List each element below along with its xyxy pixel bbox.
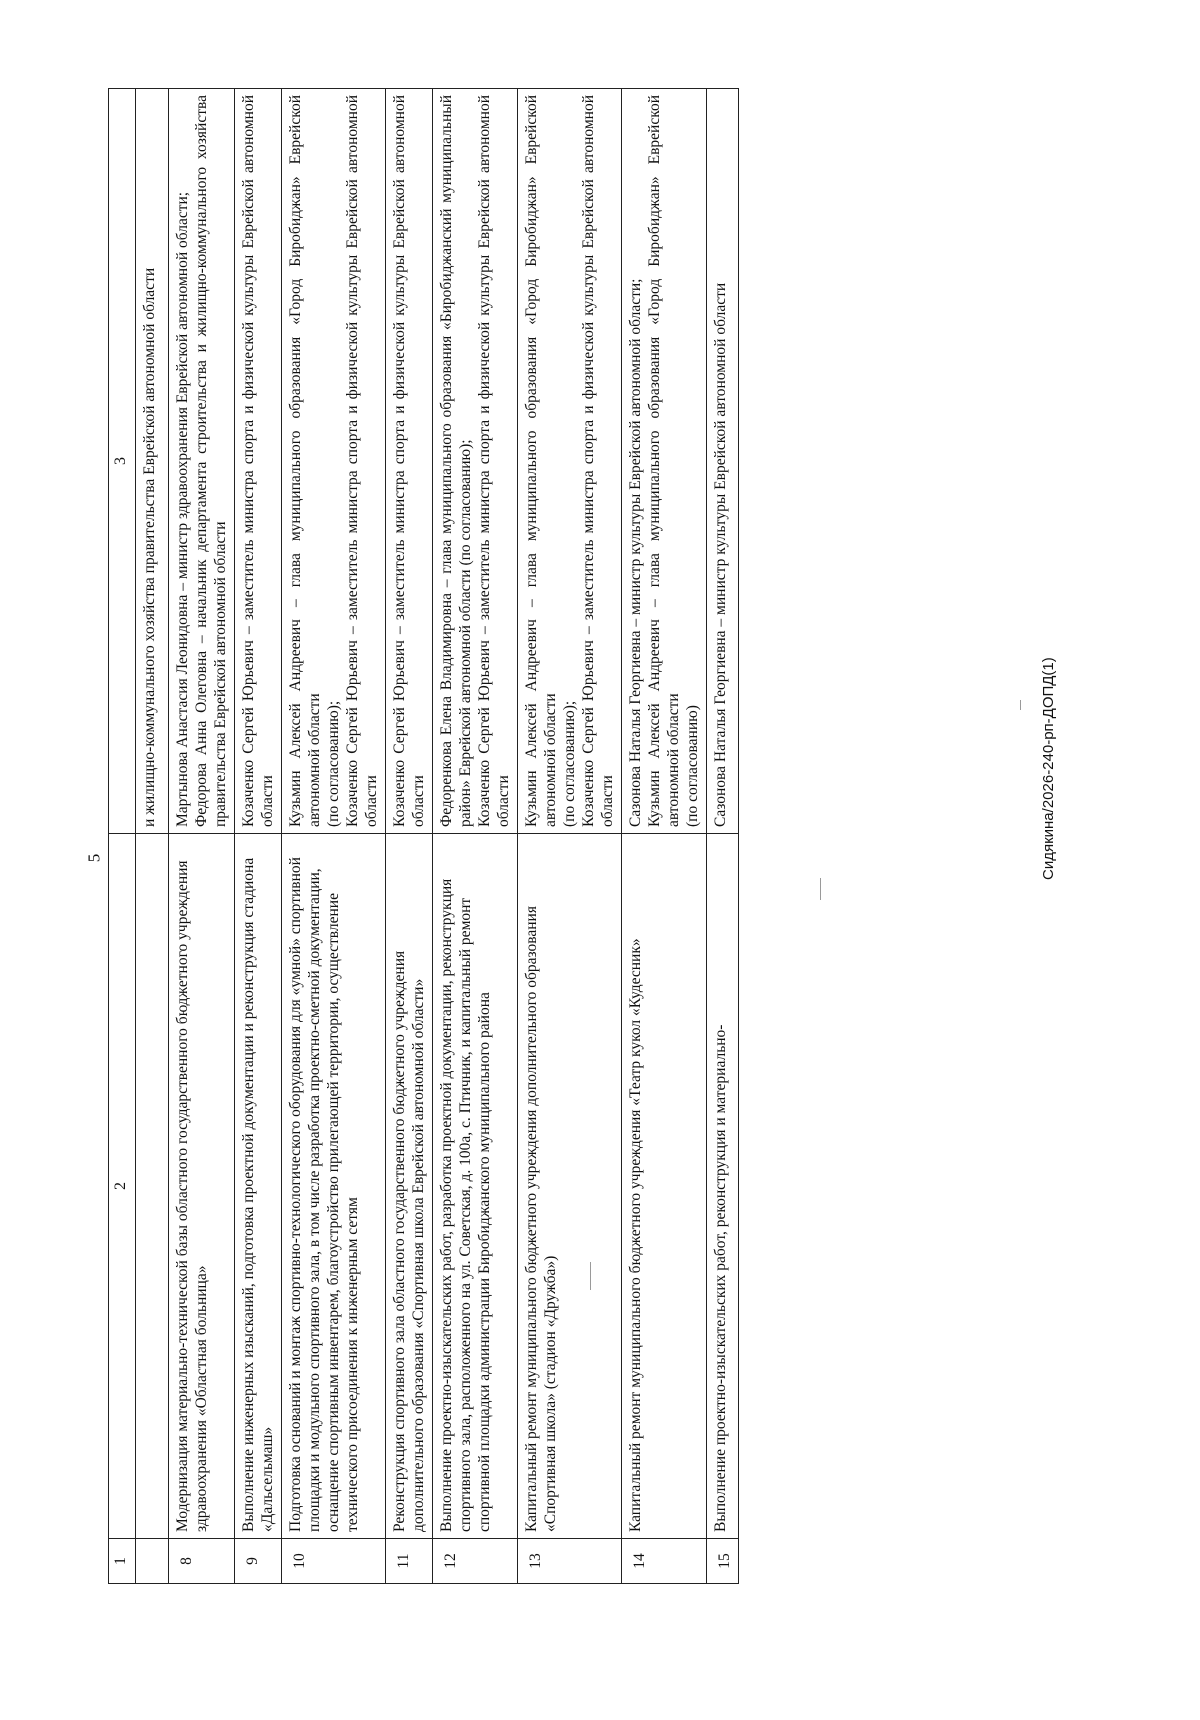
table-row [169, 89, 235, 1584]
row-responsible [235, 89, 282, 834]
rotated-table-container [108, 95, 1023, 1584]
responsible-line: (по согласованию) [684, 705, 701, 827]
row-responsible [169, 89, 235, 834]
responsible-line: Сазонова Наталья Георгиевна – министр культуры Еврейской автономной области; [627, 278, 644, 827]
row-responsible [282, 89, 386, 834]
table-row [282, 89, 386, 1584]
row-responsible [433, 89, 518, 834]
row-work-description: Реконструкция спортивного зала областного государственного бюджетного учреждения дополнительного образования «Спортивная школа Еврейской автономной области» [386, 834, 433, 1539]
continuation-text: и жилищно-коммунального хозяйства правительства Еврейской автономной области [136, 89, 169, 834]
responsible-line: Козаченко Сергей Юрьевич – заместитель министра спорта и физической культуры Еврейской автономной области [240, 95, 276, 827]
table-row [518, 89, 622, 1584]
row-number: 9 [235, 1539, 282, 1584]
row-responsible [707, 89, 739, 834]
responsibility-table [108, 88, 739, 1584]
row-number: 14 [622, 1539, 707, 1584]
responsible-line: Кузьмин Алексей Андреевич – глава муниципального образования «Город Биробиджан» Еврейской автономной области [646, 95, 682, 827]
scan-artifact [590, 1262, 591, 1290]
row-work-description: Модернизация материально-технической базы областного государственного бюджетного учреждения здравоохранения «Областная больница» [169, 834, 235, 1539]
responsible-line: Козаченко Сергей Юрьевич – заместитель министра спорта и физической культуры Еврейской автономной области [476, 95, 512, 827]
row-work-description: Выполнение проектно-изыскательских работ, разработка проектной документации, реконструкция спортивного зала, расположенного на ул. Советская, д. 100а, с. Птичник, и капитальный ремонт спортивной площадки администрации Биробиджанского муниципального района [433, 834, 518, 1539]
row-work-description: Капитальный ремонт муниципального бюджетного учреждения «Театр кукол «Кудесник» [622, 834, 707, 1539]
responsible-line: Кузьмин Алексей Андреевич – глава муниципального образования «Город Биробиджан» Еврейской автономной области [287, 95, 323, 827]
row-number: 10 [282, 1539, 386, 1584]
responsible-line: Федорова Анна Олеговна – начальник департамента строительства и жилищно-коммунального хозяйства правительства Еврейской автономной области [193, 95, 229, 827]
row-work-description: Капитальный ремонт муниципального бюджетного учреждения дополнительного образования «Спортивная школа» (стадион «Дружба») [518, 834, 622, 1539]
row-number: 15 [707, 1539, 739, 1584]
responsible-line: Козаченко Сергей Юрьевич – заместитель министра спорта и физической культуры Еврейской автономной области [580, 95, 616, 827]
table-body [169, 89, 739, 1584]
responsible-line: Кузьмин Алексей Андреевич – глава муниципального образования «Город Биробиджан» Еврейской автономной области [523, 95, 559, 827]
responsible-line: Козаченко Сергей Юрьевич – заместитель министра спорта и физической культуры Еврейской автономной области [344, 95, 380, 827]
row-responsible [622, 89, 707, 834]
table-row [386, 89, 433, 1584]
responsible-line: (по согласованию); [325, 700, 342, 827]
responsible-line: Мартынова Анастасия Леонидовна – министр здравоохранения Еврейской автономной области; [174, 191, 191, 827]
responsible-line: Козаченко Сергей Юрьевич – заместитель министра спорта и физической культуры Еврейской автономной области [391, 95, 427, 827]
header-col-2: 2 [109, 834, 136, 1539]
header-col-3: 3 [109, 89, 136, 834]
row-responsible [386, 89, 433, 834]
table-row [707, 89, 739, 1584]
table-row [622, 89, 707, 1584]
responsible-line: (по согласованию); [561, 700, 578, 827]
row-responsible [518, 89, 622, 834]
responsible-line: Федоренкова Елена Владимировна – глава муниципального образования «Биробиджанский муниципальный район» Еврейской автономной области (по согласованию); [438, 95, 474, 827]
continuation-row [136, 89, 169, 1584]
row-number: 13 [518, 1539, 622, 1584]
row-number: 12 [433, 1539, 518, 1584]
row-number: 8 [169, 1539, 235, 1584]
page-number: 5 [84, 853, 104, 863]
continuation-work [136, 834, 169, 1539]
scan-artifact [820, 878, 821, 900]
table-row [235, 89, 282, 1584]
table-header-row [109, 89, 136, 1584]
scan-artifact [1020, 700, 1021, 710]
table-row [433, 89, 518, 1584]
header-col-1: 1 [109, 1539, 136, 1584]
continuation-num [136, 1539, 169, 1584]
document-footer: Сидякина/2026-240-рп-ДОПД(1) [1040, 657, 1057, 880]
row-work-description: Выполнение инженерных изысканий, подготовка проектной документации и реконструкция стадиона «Дальсельмаш» [235, 834, 282, 1539]
row-number: 11 [386, 1539, 433, 1584]
row-work-description: Подготовка оснований и монтаж спортивно-технологического оборудования для «умной» спортивной площадки и модульного спортивного зала, в том числе разработка проектно-сметной документации, оснащение спортивным инвентарем, благоустройство прилегающей территории, осуществление технического присоединения к инженерным сетям [282, 834, 386, 1539]
row-work-description: Выполнение проектно-изыскательских работ, реконструкция и материально- [707, 834, 739, 1539]
responsible-line: Сазонова Наталья Георгиевна – министр культуры Еврейской автономной области [712, 282, 729, 827]
